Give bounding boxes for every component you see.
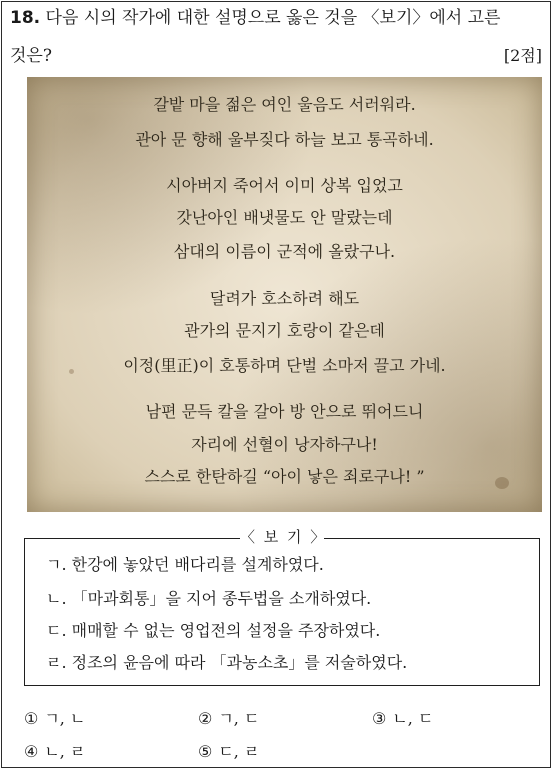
choice-number: ③ xyxy=(372,709,387,728)
bogi-title: 〈 보 기 〉 xyxy=(240,525,324,549)
choice-5[interactable] xyxy=(198,741,259,763)
choice-text: ㄱ, ㄴ xyxy=(44,709,86,728)
choice-4[interactable] xyxy=(24,741,85,763)
choice-number: ④ xyxy=(24,742,39,761)
poem-line: 시아버지 죽어서 이미 상복 입었고 xyxy=(166,176,403,195)
choice-number: ② xyxy=(198,709,213,728)
question-number: 18. xyxy=(10,8,41,28)
choice-3[interactable] xyxy=(372,708,433,730)
choice-number: ⑤ xyxy=(198,742,213,761)
bogi-item: ㄱ. 한강에 놓았던 배다리를 설계하였다. xyxy=(46,555,324,574)
bogi-item: ㄴ. 「마과회통」을 지어 종두법을 소개하였다. xyxy=(46,589,372,608)
poem-line: 관아 문 향해 울부짖다 하늘 보고 통곡하네. xyxy=(135,130,434,149)
bogi-item: ㄹ. 정조의 윤음에 따라 「과농소초」를 저술하였다. xyxy=(46,653,408,672)
choice-text: ㄴ, ㄹ xyxy=(44,742,86,761)
poem-line: 스스로 한탄하길 “아이 낳은 죄로구나! ” xyxy=(144,467,425,486)
choice-text: ㄱ, ㄷ xyxy=(218,709,260,728)
question-text-2: 것은? xyxy=(10,46,52,66)
poem-line: 삼대의 이름이 군적에 올랐구나. xyxy=(173,242,396,261)
poem-card xyxy=(27,77,542,512)
poem-line: 관가의 문지기 호랑이 같은데 xyxy=(184,321,385,340)
choice-text: ㄴ, ㄷ xyxy=(392,709,434,728)
question-prompt-line-1 xyxy=(10,6,500,30)
poem-line: 자리에 선혈이 낭자하구나! xyxy=(191,435,378,454)
poem-line: 갓난아인 배냇물도 안 말랐는데 xyxy=(176,208,393,227)
poem-line: 달려가 호소하려 해도 xyxy=(209,289,360,308)
choice-text: ㄷ, ㄹ xyxy=(218,742,260,761)
bogi-item: ㄷ. 매매할 수 없는 영업전의 설정을 주장하였다. xyxy=(46,621,381,640)
question-text-1: 다음 시의 작가에 대한 설명으로 옳은 것을 〈보기〉에서 고른 xyxy=(45,8,501,28)
poem-line: 남편 문득 칼을 갈아 방 안으로 뛰어드니 xyxy=(145,402,424,421)
poem-line: 이정(里正)이 호통하며 단벌 소마저 끌고 가네. xyxy=(123,356,446,375)
choice-1[interactable] xyxy=(24,708,85,730)
choice-number: ① xyxy=(24,709,39,728)
poem-line: 갈밭 마을 젊은 여인 울음도 서러워라. xyxy=(153,95,416,114)
choice-2[interactable] xyxy=(198,708,259,730)
points-label: [2점] xyxy=(503,46,542,65)
